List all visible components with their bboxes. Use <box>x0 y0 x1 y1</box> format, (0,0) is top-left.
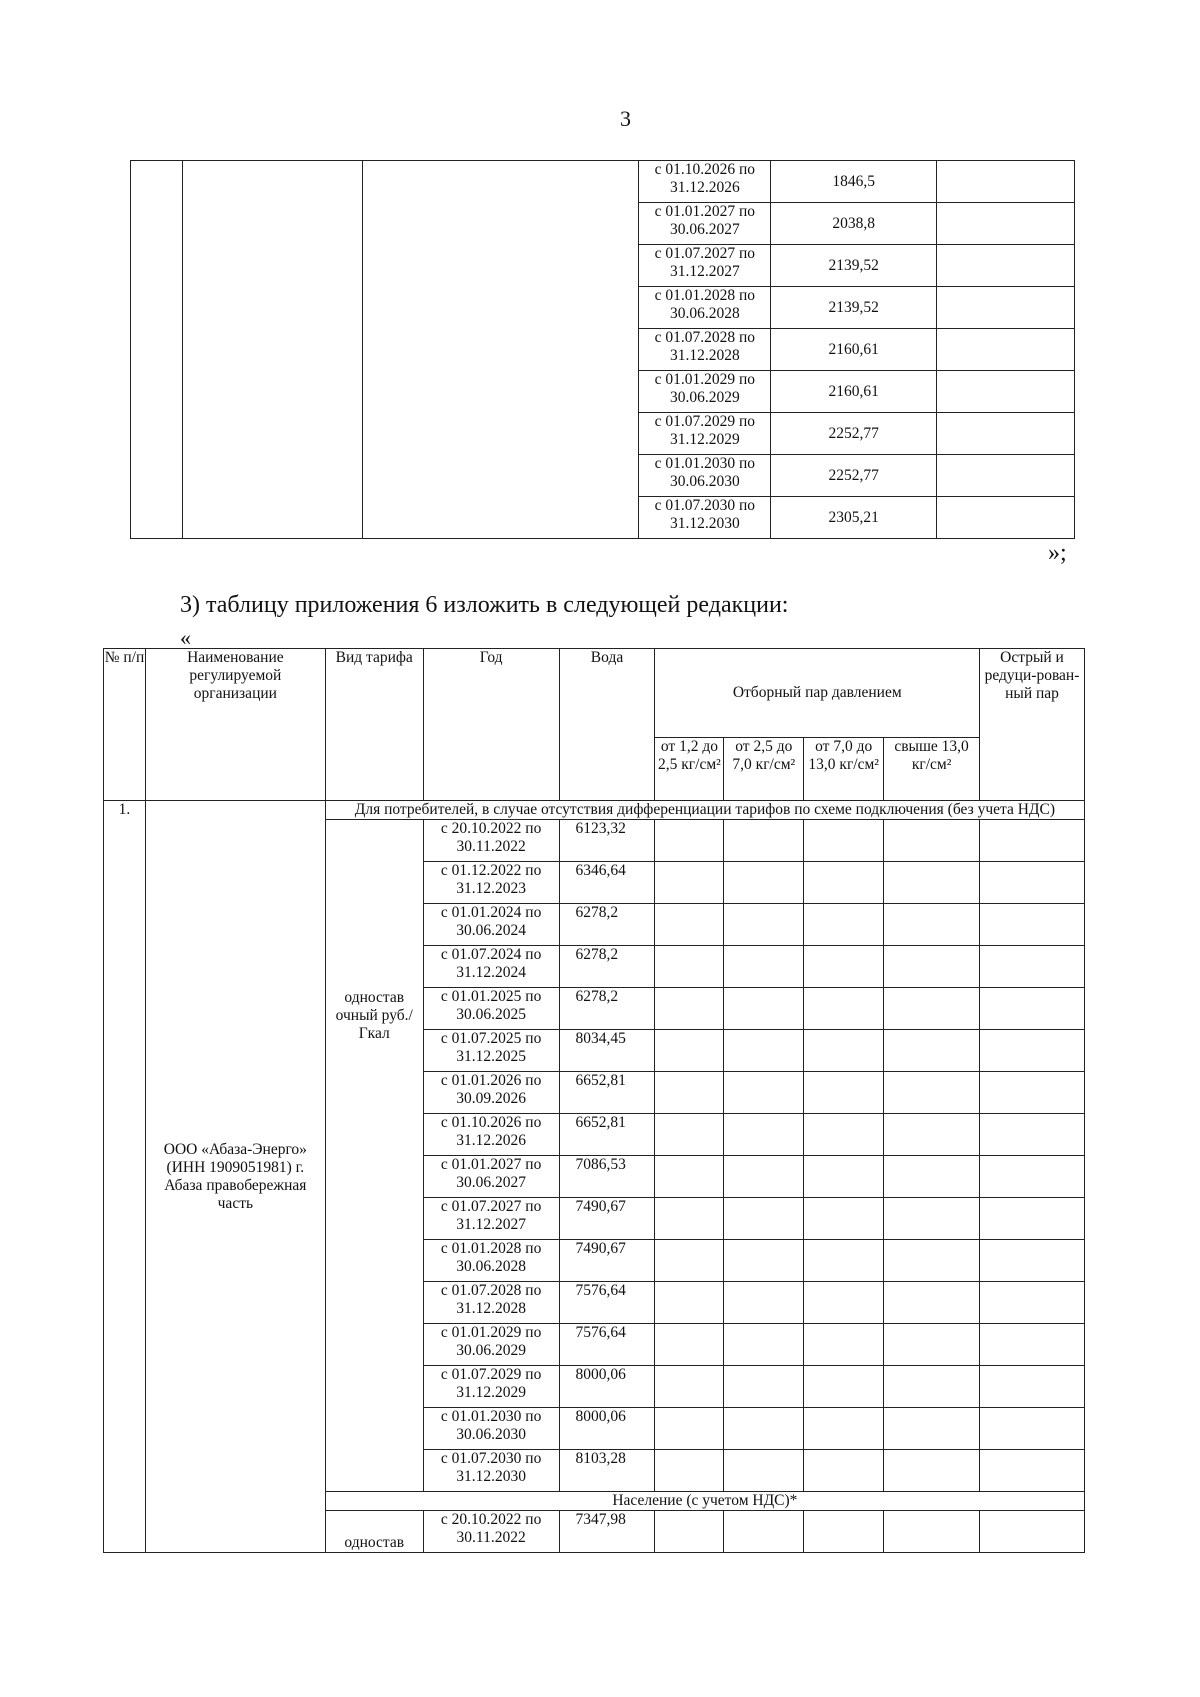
empty-cell <box>655 1240 724 1282</box>
period-cell: с 01.07.2029 по 31.12.2029 <box>639 413 771 455</box>
period-cell: с 01.01.2030 по 30.06.2030 <box>423 1408 559 1450</box>
empty-cell <box>724 1324 804 1366</box>
empty-cell <box>655 1324 724 1366</box>
period-cell: с 20.10.2022 по 30.11.2022 <box>423 820 559 862</box>
empty-cell <box>937 161 1075 203</box>
empty-cell <box>980 1114 1085 1156</box>
empty-cell <box>980 1324 1085 1366</box>
empty-cell <box>655 946 724 988</box>
empty-cell <box>724 1408 804 1450</box>
empty-cell <box>937 371 1075 413</box>
empty-cell <box>937 455 1075 497</box>
water-value-cell: 6123,32 <box>559 820 655 862</box>
page-number: 3 <box>620 106 631 131</box>
empty-cell <box>937 287 1075 329</box>
empty-cell <box>937 245 1075 287</box>
period-cell: с 01.01.2025 по 30.06.2025 <box>423 988 559 1030</box>
empty-cell <box>655 1156 724 1198</box>
empty-cell <box>655 904 724 946</box>
empty-cell <box>724 988 804 1030</box>
water-value-cell: 8000,06 <box>559 1408 655 1450</box>
header-steam: Отборный пар давлением <box>655 649 980 738</box>
empty-cell <box>980 1240 1085 1282</box>
period-cell: с 01.01.2029 по 30.06.2029 <box>423 1324 559 1366</box>
opening-quote: « <box>180 625 191 650</box>
header-steam-4: свыше 13,0 кг/см² <box>884 738 980 801</box>
header-tariff-type: Вид тарифа <box>325 649 423 801</box>
period-cell: с 01.07.2027 по 31.12.2027 <box>639 245 771 287</box>
empty-cell <box>724 1030 804 1072</box>
empty-cell <box>655 1072 724 1114</box>
empty-cell <box>804 1450 884 1492</box>
period-cell: с 01.01.2027 по 30.06.2027 <box>639 203 771 245</box>
empty-cell <box>804 1198 884 1240</box>
empty-cell <box>884 1114 980 1156</box>
empty-cell <box>724 1072 804 1114</box>
empty-cell <box>884 820 980 862</box>
water-value-cell: 7576,64 <box>559 1324 655 1366</box>
water-value-cell: 8034,45 <box>559 1030 655 1072</box>
empty-cell <box>884 1282 980 1324</box>
empty-cell <box>804 1072 884 1114</box>
empty-cell <box>884 1324 980 1366</box>
empty-cell <box>804 1030 884 1072</box>
org-name: ООО «Абаза-Энерго» (ИНН 1909051981) г. Абаза правобережная часть <box>145 801 325 1553</box>
empty-cell <box>937 497 1075 539</box>
empty-cell <box>804 1156 884 1198</box>
empty-cell <box>980 1030 1085 1072</box>
empty-cell <box>804 1240 884 1282</box>
period-cell: с 01.07.2028 по 31.12.2028 <box>423 1282 559 1324</box>
period-cell: с 01.10.2026 по 31.12.2026 <box>423 1114 559 1156</box>
section-row <box>104 801 1085 820</box>
value-cell: 1846,5 <box>771 161 937 203</box>
empty-cell <box>980 1408 1085 1450</box>
empty-cell <box>724 1240 804 1282</box>
tariff-type-cell: одностав <box>325 1511 423 1553</box>
water-value-cell: 7086,53 <box>559 1156 655 1198</box>
tariff-table-continuation <box>130 160 1075 539</box>
water-value-cell: 6278,2 <box>559 904 655 946</box>
empty-cell <box>884 862 980 904</box>
empty-cell <box>804 946 884 988</box>
empty-cell <box>724 1366 804 1408</box>
closing-quote: »; <box>1048 540 1067 566</box>
empty-cell <box>884 1366 980 1408</box>
empty-cell <box>804 862 884 904</box>
section-heading: 3) таблицу приложения 6 изложить в следующей редакции: <box>180 592 789 618</box>
header-num: № п/п <box>104 649 146 801</box>
period-cell: с 01.07.2030 по 31.12.2030 <box>639 497 771 539</box>
empty-cell <box>804 1282 884 1324</box>
blank-col-1 <box>131 161 183 539</box>
empty-cell <box>884 1030 980 1072</box>
empty-cell <box>884 1511 980 1553</box>
empty-cell <box>804 1408 884 1450</box>
empty-cell <box>655 820 724 862</box>
empty-cell <box>884 1156 980 1198</box>
empty-cell <box>980 1366 1085 1408</box>
water-value-cell: 7490,67 <box>559 1198 655 1240</box>
water-value-cell: 7576,64 <box>559 1282 655 1324</box>
empty-cell <box>724 1282 804 1324</box>
empty-cell <box>980 988 1085 1030</box>
header-steam-2: от 2,5 до 7,0 кг/см² <box>724 738 804 801</box>
period-cell: с 01.07.2029 по 31.12.2029 <box>423 1366 559 1408</box>
empty-cell <box>980 1156 1085 1198</box>
water-value-cell: 6278,2 <box>559 946 655 988</box>
empty-cell <box>655 862 724 904</box>
period-cell: с 01.01.2024 по 30.06.2024 <box>423 904 559 946</box>
empty-cell <box>884 1408 980 1450</box>
water-value-cell: 7347,98 <box>559 1511 655 1553</box>
period-cell: с 01.07.2024 по 31.12.2024 <box>423 946 559 988</box>
empty-cell <box>980 1450 1085 1492</box>
value-cell: 2038,8 <box>771 203 937 245</box>
empty-cell <box>980 1282 1085 1324</box>
period-cell: с 01.10.2026 по 31.12.2026 <box>639 161 771 203</box>
empty-cell <box>937 329 1075 371</box>
value-cell: 2305,21 <box>771 497 937 539</box>
empty-cell <box>884 1450 980 1492</box>
empty-cell <box>655 1030 724 1072</box>
empty-cell <box>804 1511 884 1553</box>
value-cell: 2252,77 <box>771 413 937 455</box>
empty-cell <box>980 946 1085 988</box>
header-sharp-steam: Острый и редуци-рован-ный пар <box>980 649 1085 801</box>
value-cell: 2252,77 <box>771 455 937 497</box>
empty-cell <box>724 904 804 946</box>
header-org: Наименование регулируемой организации <box>145 649 325 801</box>
empty-cell <box>884 988 980 1030</box>
empty-cell <box>724 1511 804 1553</box>
water-value-cell: 6652,81 <box>559 1114 655 1156</box>
section-title: Для потребителей, в случае отсутствия дифференциации тарифов по схеме подключения (без учета НДС) <box>325 801 1084 820</box>
period-cell: с 01.12.2022 по 31.12.2023 <box>423 862 559 904</box>
period-cell: с 01.01.2028 по 30.06.2028 <box>423 1240 559 1282</box>
empty-cell <box>655 988 724 1030</box>
empty-cell <box>804 988 884 1030</box>
empty-cell <box>980 1511 1085 1553</box>
empty-cell <box>980 820 1085 862</box>
empty-cell <box>724 1114 804 1156</box>
table-row <box>131 161 1075 203</box>
empty-cell <box>980 1198 1085 1240</box>
value-cell: 2160,61 <box>771 329 937 371</box>
period-cell: с 01.07.2028 по 31.12.2028 <box>639 329 771 371</box>
period-cell: с 01.01.2029 по 30.06.2029 <box>639 371 771 413</box>
empty-cell <box>724 862 804 904</box>
period-cell: с 20.10.2022 по 30.11.2022 <box>423 1511 559 1553</box>
empty-cell <box>724 946 804 988</box>
header-steam-3: от 7,0 до 13,0 кг/см² <box>804 738 884 801</box>
header-water: Вода <box>559 649 655 801</box>
empty-cell <box>724 1198 804 1240</box>
water-value-cell: 8103,28 <box>559 1450 655 1492</box>
water-value-cell: 6278,2 <box>559 988 655 1030</box>
empty-cell <box>724 1156 804 1198</box>
tariff-type-cell: одностав очный руб./Гкал <box>325 820 423 1492</box>
empty-cell <box>724 1450 804 1492</box>
empty-cell <box>980 1072 1085 1114</box>
empty-cell <box>655 1198 724 1240</box>
value-cell: 2160,61 <box>771 371 937 413</box>
empty-cell <box>804 1324 884 1366</box>
section-title: Население (с учетом НДС)* <box>325 1492 1084 1511</box>
empty-cell <box>884 904 980 946</box>
table-header-row <box>104 649 1085 738</box>
water-value-cell: 7490,67 <box>559 1240 655 1282</box>
empty-cell <box>655 1366 724 1408</box>
empty-cell <box>655 1282 724 1324</box>
empty-cell <box>804 820 884 862</box>
empty-cell <box>884 946 980 988</box>
water-value-cell: 8000,06 <box>559 1366 655 1408</box>
empty-cell <box>884 1072 980 1114</box>
period-cell: с 01.01.2027 по 30.06.2027 <box>423 1156 559 1198</box>
empty-cell <box>804 904 884 946</box>
value-cell: 2139,52 <box>771 245 937 287</box>
water-value-cell: 6346,64 <box>559 862 655 904</box>
empty-cell <box>655 1450 724 1492</box>
period-cell: с 01.07.2025 по 31.12.2025 <box>423 1030 559 1072</box>
blank-col-2 <box>182 161 362 539</box>
empty-cell <box>724 820 804 862</box>
empty-cell <box>980 904 1085 946</box>
empty-cell <box>804 1114 884 1156</box>
header-steam-1: от 1,2 до 2,5 кг/см² <box>655 738 724 801</box>
period-cell: с 01.07.2027 по 31.12.2027 <box>423 1198 559 1240</box>
period-cell: с 01.01.2030 по 30.06.2030 <box>639 455 771 497</box>
period-cell: с 01.07.2030 по 31.12.2030 <box>423 1450 559 1492</box>
empty-cell <box>884 1198 980 1240</box>
empty-cell <box>937 203 1075 245</box>
empty-cell <box>655 1511 724 1553</box>
empty-cell <box>804 1366 884 1408</box>
empty-cell <box>980 862 1085 904</box>
blank-col-3 <box>362 161 639 539</box>
empty-cell <box>655 1408 724 1450</box>
empty-cell <box>655 1114 724 1156</box>
water-value-cell: 6652,81 <box>559 1072 655 1114</box>
header-year: Год <box>423 649 559 801</box>
row-number: 1. <box>104 801 146 1553</box>
empty-cell <box>884 1240 980 1282</box>
tariff-table-appendix-6 <box>103 648 1085 1553</box>
period-cell: с 01.01.2028 по 30.06.2028 <box>639 287 771 329</box>
period-cell: с 01.01.2026 по 30.09.2026 <box>423 1072 559 1114</box>
value-cell: 2139,52 <box>771 287 937 329</box>
empty-cell <box>937 413 1075 455</box>
